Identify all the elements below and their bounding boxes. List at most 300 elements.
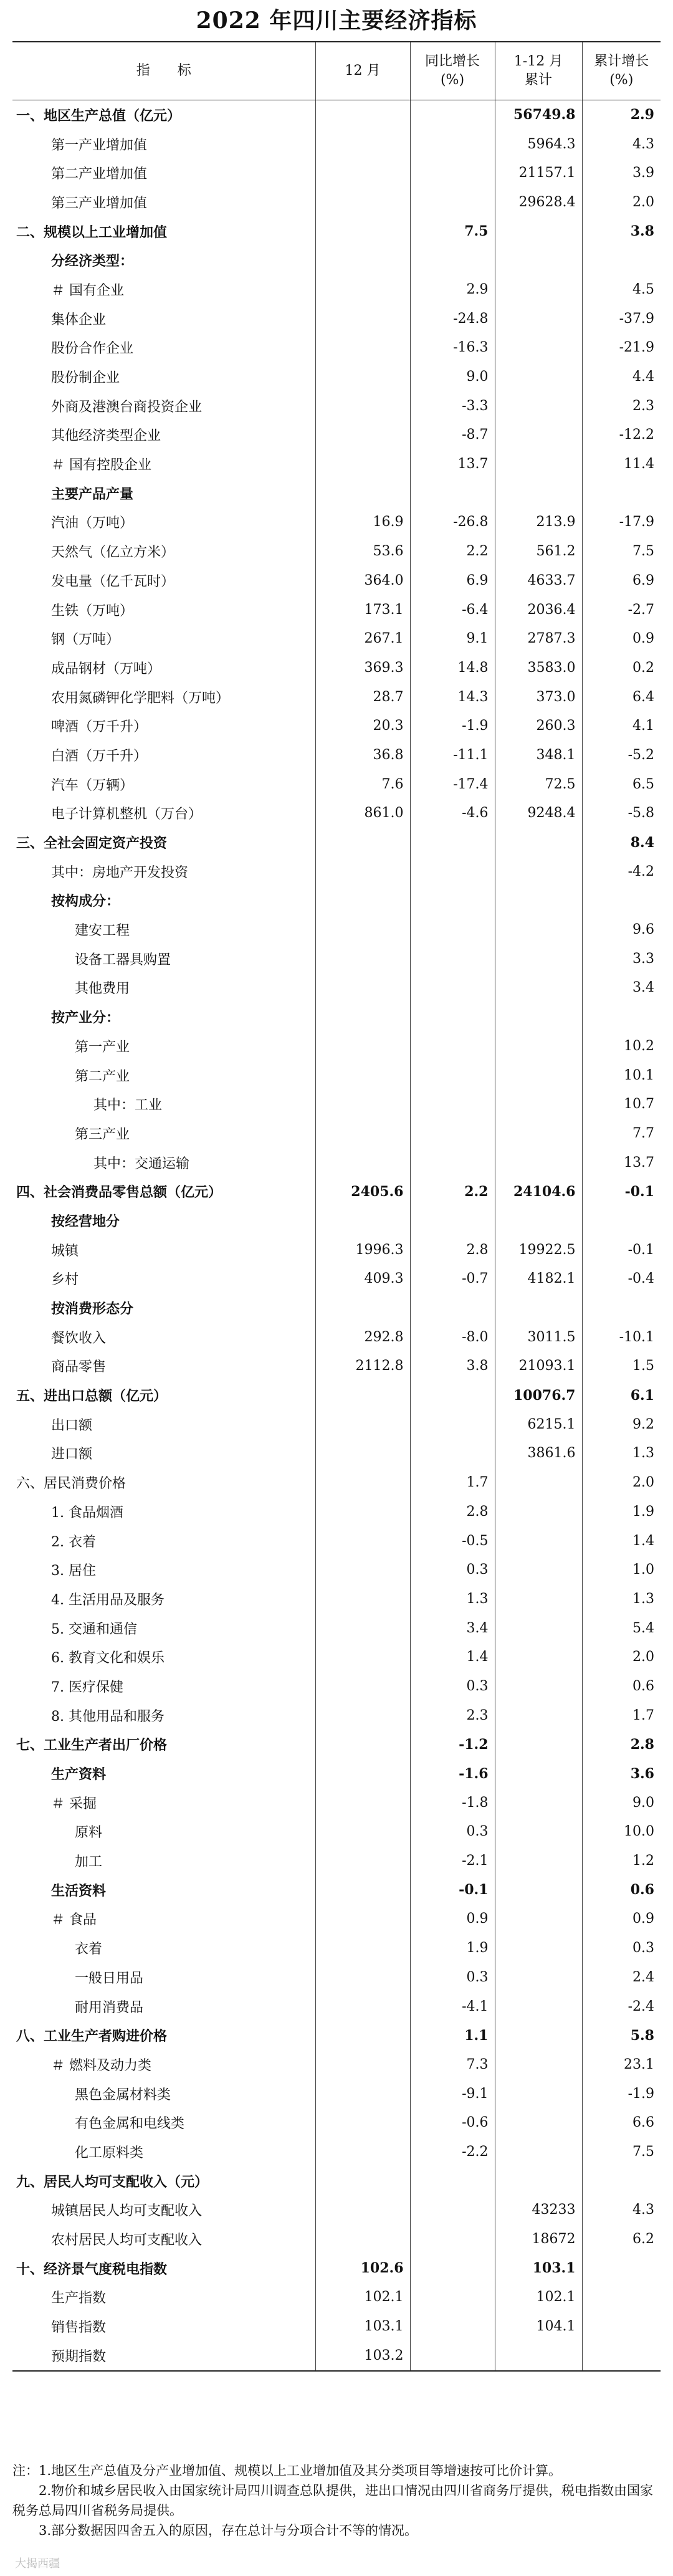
indicator-cell: 其他费用 (75, 981, 130, 997)
yoy-growth-cell (410, 2283, 495, 2312)
table-row (12, 1410, 661, 1439)
cumulative-growth-cell: -37.9 (582, 304, 661, 333)
month-value-cell: 102.1 (315, 2283, 410, 2312)
cumulative-growth-cell: 13.7 (582, 1148, 661, 1177)
yoy-growth-cell: -2.1 (410, 1846, 495, 1875)
footnote: 2.物价和城乡居民收入由国家统计局四川调查总队提供，进出口情况由四川省商务厅提供，税电指数由国家税务总局四川省税务局提供。 (12, 2483, 654, 2518)
yoy-growth-cell (410, 1002, 495, 1032)
yoy-growth-cell (410, 100, 495, 130)
cumulative-value-cell (495, 479, 582, 508)
header-indicator-label: 指 标 (136, 63, 191, 79)
yoy-growth-cell: 9.0 (410, 362, 495, 391)
cumulative-value-cell (495, 857, 582, 886)
month-value-cell (315, 100, 410, 130)
month-value-cell: 103.1 (315, 2312, 410, 2341)
table-row (12, 1265, 661, 1294)
cumulative-value-cell (495, 1206, 582, 1235)
cumulative-growth-cell: 3.3 (582, 944, 661, 974)
header-yoy (410, 42, 495, 100)
cumulative-growth-cell: -1.9 (582, 2079, 661, 2109)
indicator-cell: 五、进出口总额（亿元） (16, 1388, 168, 1405)
cumulative-growth-cell: -12.2 (582, 421, 661, 450)
cumulative-value-cell: 3861.6 (495, 1439, 582, 1468)
month-value-cell: 1996.3 (315, 1235, 410, 1265)
table-row (12, 1875, 661, 1905)
month-value-cell (315, 1788, 410, 1817)
cumulative-value-cell (495, 1875, 582, 1905)
indicator-cell: 六、居民消费价格 (16, 1476, 126, 1492)
month-value-cell (315, 1846, 410, 1875)
month-value-cell: 2112.8 (315, 1352, 410, 1381)
yoy-growth-cell: -0.1 (410, 1875, 495, 1905)
cumulative-value-cell: 10076.7 (495, 1381, 582, 1410)
month-value-cell (315, 217, 410, 246)
cumulative-growth-cell: 3.8 (582, 217, 661, 246)
cumulative-value-cell: 43233 (495, 2196, 582, 2225)
cumulative-growth-cell: -0.4 (582, 1265, 661, 1294)
indicator-cell: 3. 居住 (51, 1563, 96, 1579)
cumulative-growth-cell: 6.9 (582, 566, 661, 595)
yoy-growth-cell: 13.7 (410, 449, 495, 479)
yoy-growth-cell: -16.3 (410, 333, 495, 363)
cumulative-value-cell (495, 1788, 582, 1817)
table-row (12, 1933, 661, 1963)
header-yoy-line2: (%) (440, 72, 465, 88)
cumulative-value-cell (495, 1119, 582, 1148)
indicator-cell: 发电量（亿千瓦时） (51, 573, 175, 590)
table-row (12, 974, 661, 1003)
month-value-cell (315, 915, 410, 944)
indicator-cell: 第一产业增加值 (51, 137, 148, 153)
table-row (12, 857, 661, 886)
indicator-cell: 原料 (75, 1825, 103, 1841)
indicator-cell: ＃ 国有控股企业 (51, 457, 151, 474)
indicator-cell: 设备工器具购置 (75, 952, 171, 968)
cumulative-growth-cell: 2.0 (582, 1468, 661, 1497)
indicator-cell: 股份制企业 (51, 370, 120, 386)
table-row (12, 1817, 661, 1847)
yoy-growth-cell (410, 2196, 495, 2225)
cumulative-value-cell (495, 2108, 582, 2137)
month-value-cell (315, 362, 410, 391)
table-row (12, 624, 661, 653)
cumulative-growth-cell: 4.4 (582, 362, 661, 391)
month-value-cell: 20.3 (315, 711, 410, 740)
indicator-cell: 第三产业 (75, 1126, 130, 1142)
cumulative-growth-cell: 5.8 (582, 2021, 661, 2050)
cumulative-growth-cell: 10.2 (582, 1032, 661, 1061)
yoy-growth-cell (410, 915, 495, 944)
table-row (12, 944, 661, 974)
indicator-cell: 分经济类型： (51, 253, 134, 270)
table-row (12, 1759, 661, 1788)
cumulative-value-cell (495, 304, 582, 333)
table-row (12, 1555, 661, 1584)
cumulative-value-cell (495, 362, 582, 391)
month-value-cell (315, 479, 410, 508)
yoy-growth-cell: -4.6 (410, 799, 495, 828)
yoy-growth-cell: 3.8 (410, 1352, 495, 1381)
month-value-cell (315, 2167, 410, 2196)
table-row (12, 2079, 661, 2109)
table-row (12, 1089, 661, 1119)
table-row (12, 1963, 661, 1992)
month-value-cell (315, 188, 410, 217)
table-row (12, 246, 661, 275)
cumulative-growth-cell: 6.1 (582, 1381, 661, 1410)
cumulative-value-cell (495, 1759, 582, 1788)
cumulative-growth-cell: -10.1 (582, 1323, 661, 1352)
cumulative-growth-cell (582, 1206, 661, 1235)
cumulative-value-cell (495, 421, 582, 450)
cumulative-value-cell: 213.9 (495, 508, 582, 537)
indicator-cell: 衣着 (75, 1942, 103, 1958)
yoy-growth-cell: -1.6 (410, 1759, 495, 1788)
yoy-growth-cell (410, 886, 495, 916)
cumulative-growth-cell: -17.9 (582, 508, 661, 537)
cumulative-value-cell: 29628.4 (495, 188, 582, 217)
table-row (12, 595, 661, 625)
month-value-cell (315, 944, 410, 974)
table-row (12, 1701, 661, 1730)
yoy-growth-cell: 0.3 (410, 1672, 495, 1701)
indicator-cell: 进口额 (51, 1447, 93, 1463)
header-cumulative-growth (582, 42, 661, 100)
yoy-growth-cell (410, 974, 495, 1003)
month-value-cell (315, 1992, 410, 2021)
indicator-cell: 其中：房地产开发投资 (51, 864, 189, 881)
month-value-cell (315, 857, 410, 886)
table-row (12, 1119, 661, 1148)
cumulative-growth-cell: 11.4 (582, 449, 661, 479)
cumulative-value-cell: 6215.1 (495, 1410, 582, 1439)
indicator-cell: ＃ 采掘 (51, 1796, 97, 1812)
yoy-growth-cell (410, 1439, 495, 1468)
table-row (12, 1730, 661, 1760)
indicator-cell: 钢（万吨） (51, 632, 120, 648)
cumulative-growth-cell: 9.2 (582, 1410, 661, 1439)
cumulative-growth-cell: 4.5 (582, 275, 661, 304)
cumulative-growth-cell: 1.9 (582, 1497, 661, 1526)
table-row (12, 1497, 661, 1526)
cumulative-growth-cell: 10.0 (582, 1817, 661, 1847)
yoy-growth-cell: -8.7 (410, 421, 495, 450)
cumulative-growth-cell (582, 1002, 661, 1032)
yoy-growth-cell: -4.1 (410, 1992, 495, 2021)
table-row (12, 1032, 661, 1061)
cumulative-value-cell: 373.0 (495, 682, 582, 712)
indicator-cell: 七、工业生产者出厂价格 (16, 1737, 168, 1754)
yoy-growth-cell: 0.3 (410, 1555, 495, 1584)
footnote: 注：1.地区生产总值及分产业增加值、规模以上工业增加值及其分类项目等增速按可比价计算。 (12, 2463, 562, 2478)
table-row (12, 508, 661, 537)
indicator-cell: 建安工程 (75, 923, 130, 939)
yoy-growth-cell (410, 1032, 495, 1061)
month-value-cell: 173.1 (315, 595, 410, 625)
table-row (12, 770, 661, 799)
month-value-cell: 7.6 (315, 770, 410, 799)
indicator-cell: 生产指数 (51, 2291, 107, 2307)
table-row (12, 2283, 661, 2312)
table-row (12, 653, 661, 682)
indicator-cell: 销售指数 (51, 2320, 107, 2336)
cumulative-growth-cell: 1.3 (582, 1584, 661, 1614)
cumulative-value-cell (495, 1497, 582, 1526)
month-value-cell (315, 1468, 410, 1497)
cumulative-growth-cell (582, 2167, 661, 2196)
yoy-growth-cell (410, 944, 495, 974)
month-value-cell (315, 1410, 410, 1439)
cumulative-value-cell: 19922.5 (495, 1235, 582, 1265)
table-row (12, 1002, 661, 1032)
header-month (315, 42, 410, 100)
cumulative-value-cell (495, 1672, 582, 1701)
table-row (12, 915, 661, 944)
cumulative-growth-cell: 4.3 (582, 130, 661, 159)
indicator-cell: 生产资料 (51, 1766, 107, 1783)
month-value-cell (315, 1293, 410, 1323)
table-header-row (12, 42, 661, 100)
indicator-cell: 汽油（万吨） (51, 515, 134, 532)
month-value-cell (315, 1002, 410, 1032)
cumulative-value-cell: 18672 (495, 2224, 582, 2254)
cumulative-growth-cell: 0.9 (582, 1905, 661, 1934)
cumulative-value-cell (495, 974, 582, 1003)
cumulative-value-cell (495, 1992, 582, 2021)
month-value-cell (315, 1555, 410, 1584)
month-value-cell (315, 158, 410, 188)
yoy-growth-cell (410, 2224, 495, 2254)
cumulative-value-cell (495, 2050, 582, 2079)
month-value-cell (315, 1439, 410, 1468)
indicator-cell: 预期指数 (12, 2341, 315, 2371)
cumulative-growth-cell: 1.0 (582, 1555, 661, 1584)
cumulative-value-cell: 3011.5 (495, 1323, 582, 1352)
indicator-cell: 其中：交通运输 (93, 1156, 190, 1172)
indicator-cell: 电子计算机整机（万台） (51, 807, 203, 823)
table-row (12, 421, 661, 450)
yoy-growth-cell (410, 1119, 495, 1148)
month-value-cell (315, 1119, 410, 1148)
cumulative-value-cell: 260.3 (495, 711, 582, 740)
cumulative-value-cell (495, 2137, 582, 2167)
cumulative-value-cell: 21157.1 (495, 158, 582, 188)
month-value-cell: 16.9 (315, 508, 410, 537)
yoy-growth-cell: 2.3 (410, 1701, 495, 1730)
table-row (12, 1905, 661, 1934)
yoy-growth-cell (410, 857, 495, 886)
indicator-cell: 1. 食品烟酒 (51, 1505, 123, 1521)
cumulative-value-cell: 56749.8 (495, 100, 582, 130)
table-row (12, 828, 661, 857)
cumulative-growth-cell (582, 1293, 661, 1323)
indicator-cell: 4. 生活用品及服务 (51, 1592, 165, 1608)
cumulative-growth-cell: 23.1 (582, 2050, 661, 2079)
indicator-cell: 八、工业生产者购进价格 (16, 2028, 168, 2045)
month-value-cell (315, 2137, 410, 2167)
yoy-growth-cell: 6.9 (410, 566, 495, 595)
month-value-cell: 409.3 (315, 1265, 410, 1294)
table-row (12, 188, 661, 217)
indicator-cell: 白酒（万千升） (51, 748, 148, 764)
table-row (12, 333, 661, 363)
table-row (12, 1352, 661, 1381)
table-row (12, 537, 661, 566)
month-value-cell: 861.0 (315, 799, 410, 828)
indicator-cell: 九、居民人均可支配收入（元） (16, 2173, 209, 2190)
table-row (12, 2050, 661, 2079)
header-cum-line1: 1-12 月 (513, 54, 563, 69)
table-row (12, 391, 661, 421)
header-yoy-line1: 同比增长 (424, 54, 480, 69)
yoy-growth-cell: -2.2 (410, 2137, 495, 2167)
cumulative-value-cell (495, 1730, 582, 1760)
cumulative-value-cell (495, 1061, 582, 1090)
indicator-cell: 第二产业 (75, 1068, 130, 1085)
cumulative-growth-cell: 3.4 (582, 974, 661, 1003)
indicator-cell: 啤酒（万千升） (51, 719, 148, 735)
cumulative-value-cell (495, 2021, 582, 2050)
month-value-cell: 364.0 (315, 566, 410, 595)
yoy-growth-cell (410, 1206, 495, 1235)
indicators-table (12, 41, 661, 2372)
cumulative-growth-cell: -0.1 (582, 1235, 661, 1265)
table-row (12, 1323, 661, 1352)
yoy-growth-cell: 0.9 (410, 1905, 495, 1934)
indicator-cell: 城镇居民人均可支配收入 (51, 2203, 203, 2219)
yoy-growth-cell: 2.9 (410, 275, 495, 304)
cumulative-growth-cell: 2.8 (582, 1730, 661, 1760)
month-value-cell (315, 1497, 410, 1526)
month-value-cell (315, 333, 410, 363)
yoy-growth-cell: 2.8 (410, 1497, 495, 1526)
cumulative-growth-cell: 0.2 (582, 653, 661, 682)
month-value-cell (315, 1672, 410, 1701)
indicator-cell: 黑色金属材料类 (75, 2087, 171, 2103)
cumulative-growth-cell: 1.4 (582, 1526, 661, 1556)
yoy-growth-cell (410, 828, 495, 857)
table-row (12, 1614, 661, 1643)
indicator-cell: 有色金属和电线类 (75, 2116, 185, 2132)
table-row (12, 1381, 661, 1410)
table-row (12, 1672, 661, 1701)
table-row (12, 1992, 661, 2021)
table-row (12, 740, 661, 770)
indicator-cell: 7. 医疗保健 (51, 1679, 123, 1695)
month-value-cell: 369.3 (315, 653, 410, 682)
month-value-cell: 102.6 (315, 2254, 410, 2283)
indicator-cell: 农村居民人均可支配收入 (51, 2233, 203, 2249)
cumulative-growth-cell: -5.8 (582, 799, 661, 828)
indicator-cell: 其中：工业 (93, 1098, 163, 1114)
table-row (12, 886, 661, 916)
month-value-cell (315, 1905, 410, 1934)
table-row (12, 304, 661, 333)
table-row (12, 1148, 661, 1177)
indicator-cell: 按消费形态分 (51, 1301, 134, 1318)
month-value-cell (315, 2224, 410, 2254)
cumulative-value-cell (495, 1468, 582, 1497)
table-row (12, 1788, 661, 1817)
month-value-cell (315, 1381, 410, 1410)
indicator-cell: 耐用消费品 (75, 1999, 144, 2016)
cumulative-growth-cell: 0.6 (582, 1875, 661, 1905)
cumulative-value-cell (495, 391, 582, 421)
yoy-growth-cell: -9.1 (410, 2079, 495, 2109)
table-row (12, 479, 661, 508)
yoy-growth-cell: -0.6 (410, 2108, 495, 2137)
header-month-label: 12 月 (345, 63, 381, 79)
indicator-cell: 2. 衣着 (51, 1534, 96, 1550)
cumulative-value-cell (495, 1642, 582, 1672)
indicator-cell: 外商及港澳台商投资企业 (51, 399, 203, 415)
yoy-growth-cell (410, 2167, 495, 2196)
cumulative-growth-cell: 3.9 (582, 158, 661, 188)
table-row (12, 362, 661, 391)
cumulative-growth-cell: 8.4 (582, 828, 661, 857)
indicator-cell: 汽车（万辆） (51, 777, 134, 793)
month-value-cell: 2405.6 (315, 1177, 410, 1206)
table-row (12, 275, 661, 304)
cumulative-value-cell (495, 1555, 582, 1584)
cumulative-growth-cell: 10.1 (582, 1061, 661, 1090)
cumulative-growth-cell: 0.9 (582, 624, 661, 653)
month-value-cell (315, 421, 410, 450)
cumulative-growth-cell: 7.7 (582, 1119, 661, 1148)
table-row (12, 1468, 661, 1497)
yoy-growth-cell (410, 1089, 495, 1119)
cumulative-value-cell: 103.1 (495, 2254, 582, 2283)
indicator-cell: 乡村 (51, 1272, 79, 1288)
month-value-cell (315, 2108, 410, 2137)
table-row (12, 449, 661, 479)
indicator-cell: ＃ 燃料及动力类 (51, 2057, 151, 2074)
yoy-growth-cell: 0.3 (410, 1817, 495, 1847)
yoy-growth-cell (410, 2254, 495, 2283)
month-value-cell (315, 130, 410, 159)
indicator-cell: 其他经济类型企业 (51, 428, 161, 444)
header-indicator (12, 42, 315, 100)
cumulative-value-cell (495, 1526, 582, 1556)
cumulative-value-cell (495, 828, 582, 857)
yoy-growth-cell (410, 188, 495, 217)
table-body (12, 100, 661, 2371)
yoy-growth-cell: 3.4 (410, 1614, 495, 1643)
yoy-growth-cell: -24.8 (410, 304, 495, 333)
indicator-cell: 5. 交通和通信 (51, 1621, 137, 1637)
header-cum-line2: 累计 (524, 72, 552, 88)
month-value-cell (315, 2050, 410, 2079)
indicator-cell: 商品零售 (51, 1359, 107, 1376)
indicator-cell: 十、经济景气度税电指数 (16, 2261, 168, 2277)
month-value-cell (315, 1089, 410, 1119)
yoy-growth-cell: -17.4 (410, 770, 495, 799)
cumulative-value-cell (495, 915, 582, 944)
yoy-growth-cell: 9.1 (410, 624, 495, 653)
indicator-cell: 生铁（万吨） (51, 603, 134, 619)
cumulative-value-cell: 2787.3 (495, 624, 582, 653)
cumulative-growth-cell: 1.7 (582, 1701, 661, 1730)
cumulative-growth-cell: 10.7 (582, 1089, 661, 1119)
month-value-cell (315, 1526, 410, 1556)
table-row (12, 1177, 661, 1206)
month-value-cell (315, 1032, 410, 1061)
header-cumulative (495, 42, 582, 100)
table-row (12, 799, 661, 828)
month-value-cell (315, 2021, 410, 2050)
month-value-cell (315, 246, 410, 275)
yoy-growth-cell (410, 2312, 495, 2341)
